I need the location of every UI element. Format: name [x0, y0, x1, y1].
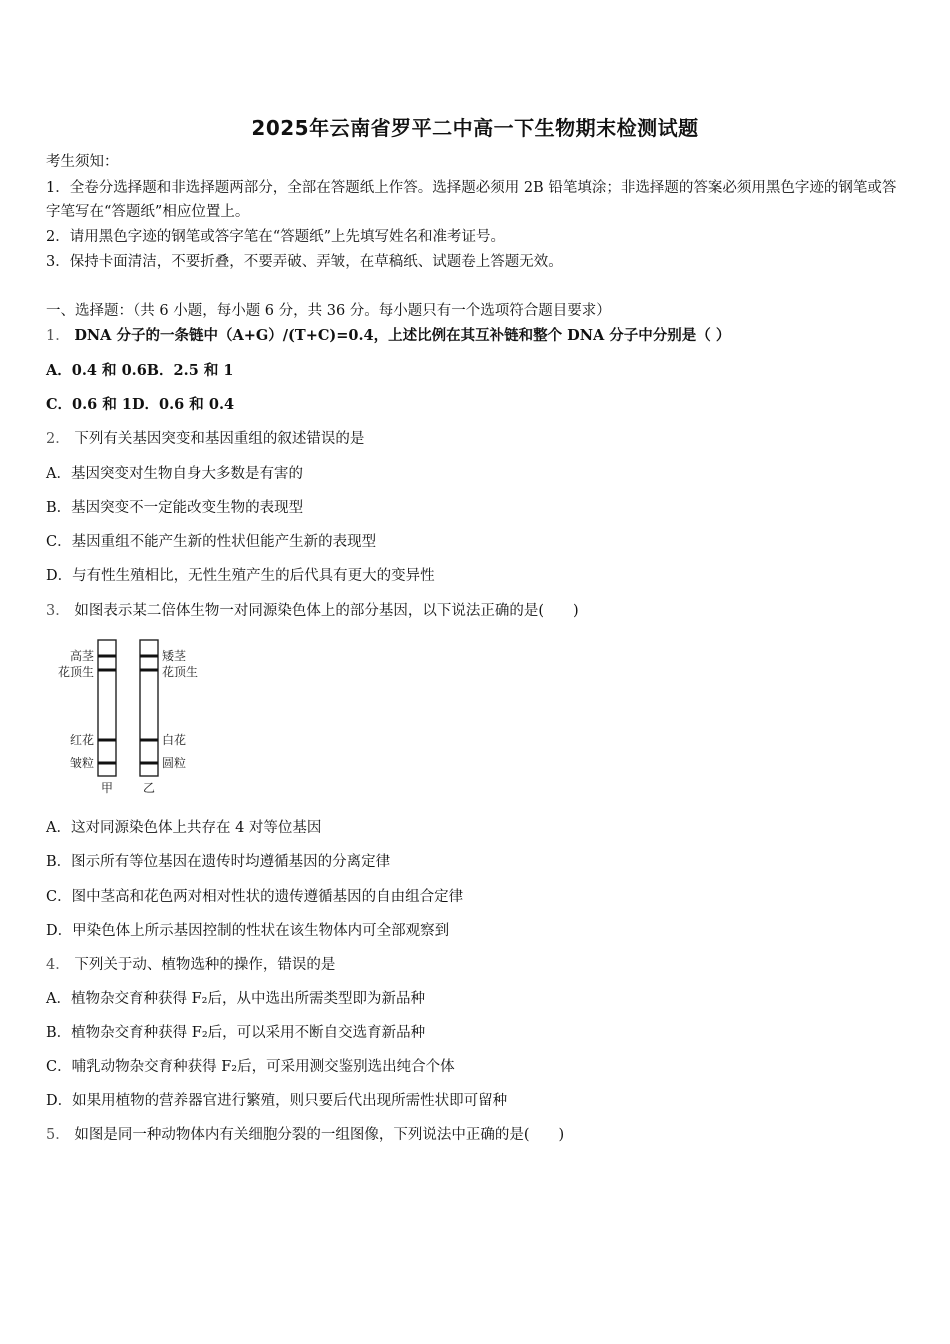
gene-label-right: 圆粒: [162, 756, 187, 770]
question-number: 1．: [46, 328, 70, 344]
chromosome-yi: [140, 640, 158, 776]
chromosome-jia: [98, 640, 116, 776]
question-1: [46, 326, 730, 346]
question-3-option-a: A．这对同源染色体上共存在 4 对等位基因: [46, 820, 322, 836]
question-1-option-cd: C．0.6 和 1D．0.6 和 0.4: [46, 396, 235, 413]
question-number: 2．: [46, 431, 70, 447]
notice-item-2: 2．请用黑色字迹的钢笔或答字笔在“答题纸”上先填写姓名和准考证号。: [46, 229, 506, 245]
gene-label-right: 白花: [162, 733, 187, 747]
chromosome-name: 乙: [142, 781, 156, 795]
question-stem: 如图表示某二倍体生物一对同源染色体上的部分基因，以下说法正确的是( ): [74, 603, 579, 619]
notice-heading: 考生须知：: [46, 154, 119, 170]
question-2-option-a: A．基因突变对生物自身大多数是有害的: [46, 466, 303, 482]
section-heading: 一、选择题：（共 6 小题，每小题 6 分，共 36 分。每小题只有一个选项符合题目要求）: [46, 303, 611, 319]
question-2-option-b: B．基因突变不一定能改变生物的表现型: [46, 500, 304, 516]
question-3-option-c: C．图中茎高和花色两对相对性状的遗传遵循基因的自由组合定律: [46, 889, 464, 905]
question-3: [46, 601, 579, 621]
question-1-option-ab: A．0.4 和 0.6B．2.5 和 1: [46, 362, 234, 379]
question-3-option-b: B．图示所有等位基因在遗传时均遵循基因的分离定律: [46, 854, 391, 870]
question-4-option-b: B．植物杂交育种获得 F₂后，可以采用不断自交选育新品种: [46, 1025, 426, 1041]
question-stem: 下列关于动、植物选种的操作，错误的是: [74, 957, 336, 973]
chromosome-diagram: [48, 636, 218, 798]
gene-label-left: 红花: [69, 733, 94, 747]
notice-item-3: 3．保持卡面清洁，不要折叠，不要弄破、弄皱，在草稿纸、试题卷上答题无效。: [46, 254, 563, 270]
gene-label-left: 高茎: [69, 649, 94, 663]
gene-label-left: 花顶生: [57, 665, 94, 679]
question-stem: 下列有关基因突变和基因重组的叙述错误的是: [74, 431, 365, 447]
question-3-option-d: D．甲染色体上所示基因控制的性状在该生物体内可全部观察到: [46, 923, 450, 939]
question-stem: 如图是同一种动物体内有关细胞分裂的一组图像，下列说法中正确的是( ): [74, 1127, 565, 1143]
question-4: [46, 955, 335, 975]
gene-label-right: 花顶生: [162, 665, 199, 679]
chromosome-name: 甲: [100, 781, 114, 795]
question-2-option-c: C．基因重组不能产生新的性状但能产生新的表现型: [46, 534, 377, 550]
question-number: 4．: [46, 957, 70, 973]
page-title: 2025年云南省罗平二中高一下生物期末检测试题: [251, 116, 699, 140]
question-number: 5．: [46, 1127, 70, 1143]
question-4-option-c: C．哺乳动物杂交育种获得 F₂后，可采用测交鉴别选出纯合个体: [46, 1059, 455, 1075]
question-2: [46, 429, 364, 449]
question-2-option-d: D．与有性生殖相比，无性生殖产生的后代具有更大的变异性: [46, 568, 435, 584]
gene-label-left: 皱粒: [69, 756, 94, 770]
question-number: 3．: [46, 603, 70, 619]
question-stem: DNA 分子的一条链中（A+G）/(T+C)=0.4，上述比例在其互补链和整个 DNA 分子中分别是（ ）: [74, 327, 731, 344]
gene-label-right: 矮茎: [162, 649, 187, 663]
question-5: [46, 1125, 564, 1145]
question-4-option-a: A．植物杂交育种获得 F₂后，从中选出所需类型即为新品种: [46, 991, 425, 1007]
notice-item-1: 1．全卷分选择题和非选择题两部分，全部在答题纸上作答。选择题必须用 2B 铅笔填涂；非选择题的答案必须用黑色字迹的钢笔或答字笔写在“答题纸”相应位置上。: [46, 180, 897, 220]
question-4-option-d: D．如果用植物的营养器官进行繁殖，则只要后代出现所需性状即可留种: [46, 1093, 508, 1109]
